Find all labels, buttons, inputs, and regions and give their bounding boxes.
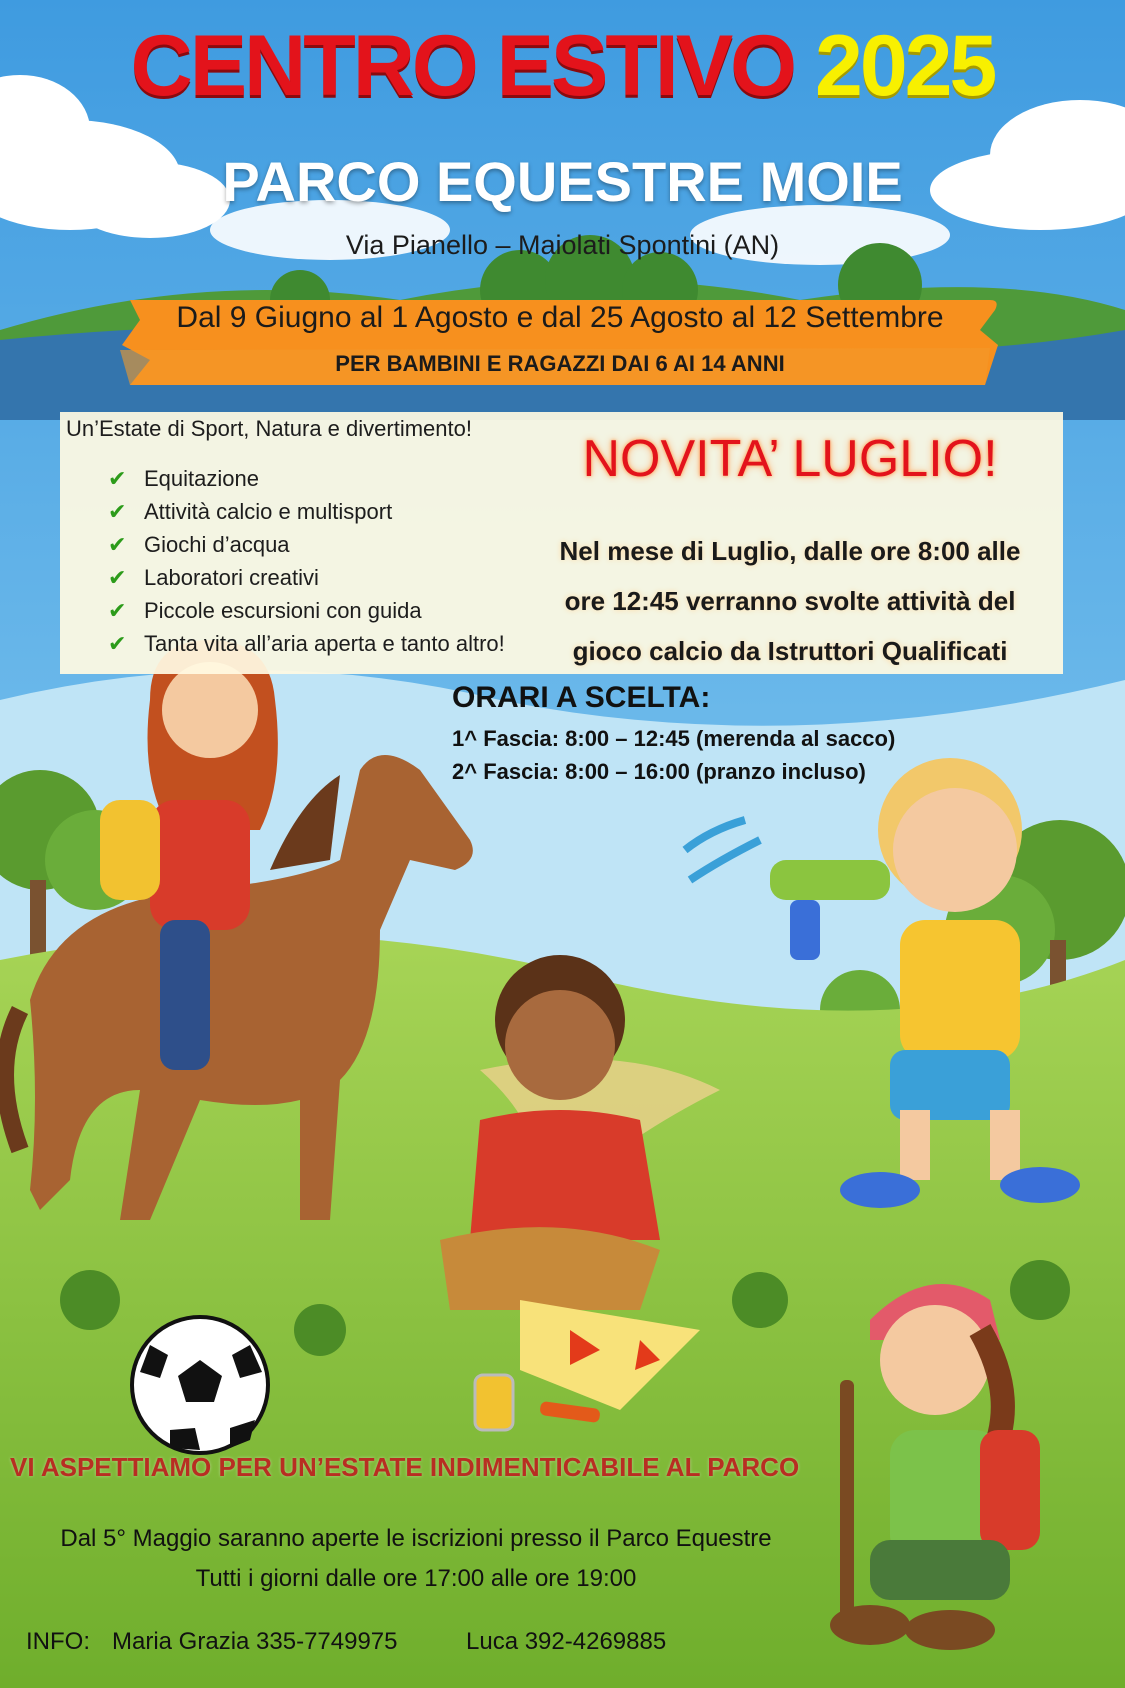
contact-maria-grazia: Maria Grazia 335-7749975 bbox=[112, 1628, 398, 1655]
novita-heading: NOVITA’ LUGLIO! bbox=[582, 430, 998, 488]
address: Via Pianello – Maiolati Spontini (AN) bbox=[345, 230, 780, 260]
activity-label: Giochi d’acqua bbox=[144, 532, 290, 557]
list-item bbox=[108, 594, 505, 627]
age-range: PER BAMBINI E RAGAZZI DAI 6 AI 14 ANNI bbox=[335, 351, 785, 376]
novita-line: ore 12:45 verranno svolte attività del bbox=[564, 586, 1016, 616]
activity-label: Attività calcio e multisport bbox=[144, 499, 393, 524]
checkmark-icon: ✔ bbox=[108, 466, 127, 491]
registration-line: Dal 5° Maggio saranno aperte le iscrizioni presso il Parco Equestre bbox=[60, 1525, 772, 1552]
activity-label: Equitazione bbox=[144, 466, 259, 491]
registration-hours: Tutti i giorni dalle ore 17:00 alle ore 19:00 bbox=[195, 1565, 637, 1592]
checkmark-icon: ✔ bbox=[108, 532, 127, 557]
date-range: Dal 9 Giugno al 1 Agosto e dal 25 Agosto al 12 Settembre bbox=[176, 301, 944, 334]
checkmark-icon: ✔ bbox=[108, 499, 127, 524]
activities-list bbox=[108, 462, 505, 660]
title-year: 2025 bbox=[814, 18, 995, 114]
list-item bbox=[108, 561, 505, 594]
activity-label: Tanta vita all’aria aperta e tanto altro! bbox=[144, 631, 505, 656]
welcome-message: VI ASPETTIAMO PER UN’ESTATE INDIMENTICABILE AL PARCO bbox=[10, 1452, 800, 1482]
novita-description bbox=[540, 526, 1040, 676]
activities-heading: Un’Estate di Sport, Natura e divertimento! bbox=[66, 416, 472, 441]
schedule-slot: 1^ Fascia: 8:00 – 12:45 (merenda al sacco) bbox=[452, 726, 896, 751]
info-label: INFO: bbox=[26, 1628, 90, 1655]
list-item bbox=[108, 495, 505, 528]
activity-label: Laboratori creativi bbox=[144, 565, 319, 590]
soccer-ball-icon bbox=[132, 1317, 268, 1453]
list-item bbox=[108, 627, 505, 660]
activity-label: Piccole escursioni con guida bbox=[144, 598, 422, 623]
schedule-heading: ORARI A SCELTA: bbox=[452, 681, 711, 714]
novita-line: Nel mese di Luglio, dalle ore 8:00 alle bbox=[559, 536, 1021, 566]
checkmark-icon: ✔ bbox=[108, 631, 127, 656]
checkmark-icon: ✔ bbox=[108, 565, 127, 590]
list-item bbox=[108, 462, 505, 495]
schedule-slot: 2^ Fascia: 8:00 – 16:00 (pranzo incluso) bbox=[452, 759, 866, 784]
novita-line: gioco calcio da Istruttori Qualificati bbox=[572, 636, 1008, 666]
contact-luca: Luca 392-4269885 bbox=[466, 1628, 667, 1655]
checkmark-icon: ✔ bbox=[108, 598, 127, 623]
park-name: PARCO EQUESTRE MOIE bbox=[222, 150, 903, 213]
poster-title bbox=[0, 16, 1125, 116]
list-item bbox=[108, 528, 505, 561]
title-main: CENTRO ESTIVO bbox=[130, 18, 795, 114]
